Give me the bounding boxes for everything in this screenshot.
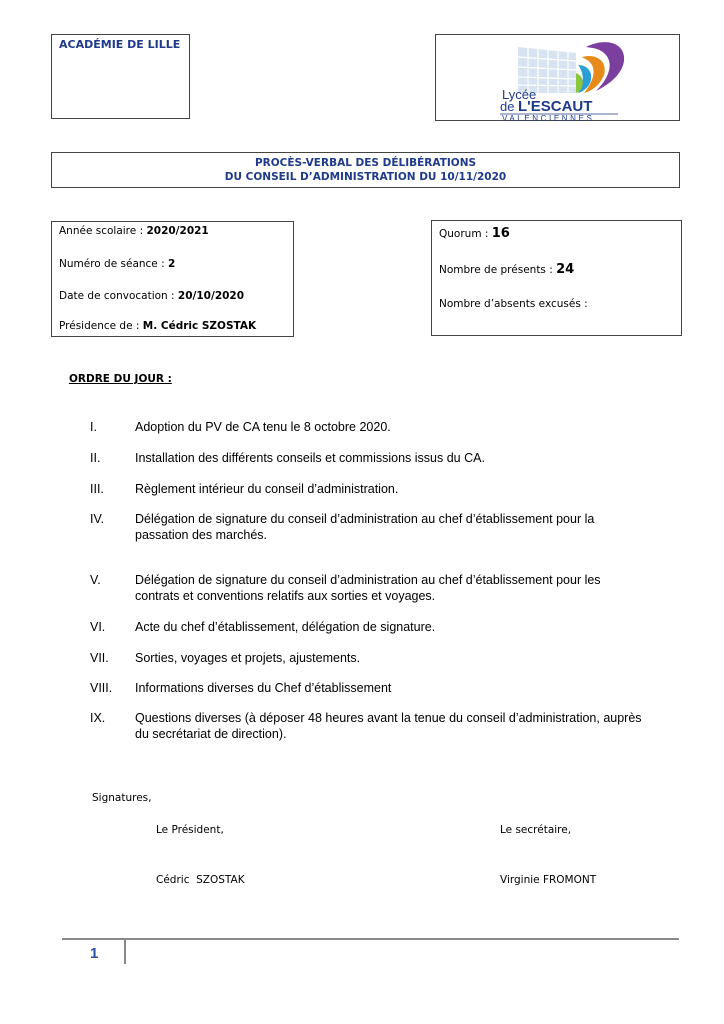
logo-city-text: VALENCIENNES xyxy=(502,114,595,122)
presidence-row xyxy=(59,320,256,332)
annee-label: Année scolaire : xyxy=(59,225,147,237)
logo-escaut-text: L'ESCAUT xyxy=(518,98,593,115)
agenda-item-text: Installation des différents conseils et commissions issus du CA. xyxy=(135,451,485,465)
agenda-item-number: I. xyxy=(90,420,97,434)
quorum-box xyxy=(431,220,682,336)
lycee-logo xyxy=(436,35,681,122)
absents-row xyxy=(439,298,588,310)
agenda-item-text: Sorties, voyages et projets, ajustements. xyxy=(135,651,361,665)
seance-label: Numéro de séance : xyxy=(59,258,168,270)
president-name: Cédric SZOSTAK xyxy=(156,874,245,886)
info-box xyxy=(51,221,294,337)
agenda-item-number: VI. xyxy=(90,620,106,634)
presents-label: Nombre de présents : xyxy=(439,264,557,276)
secretaire-name: Virginie FROMONT xyxy=(500,874,597,886)
agenda-item-text: Délégation de signature du conseil d’administration au chef d’établissement pour la passation des marchés. xyxy=(135,512,595,542)
ordre-du-jour-title: ORDRE DU JOUR : xyxy=(69,373,172,385)
presidence-value: M. Cédric SZOSTAK xyxy=(142,320,257,332)
footer-separator xyxy=(124,940,126,964)
presents-value: 24 xyxy=(556,262,575,277)
title-line-1: PROCÈS-VERBAL DES DÉLIBÉRATIONS xyxy=(254,157,477,169)
annee-row xyxy=(59,225,209,237)
logo-lycee-text: Lycée xyxy=(502,87,537,102)
agenda-item-number: IX. xyxy=(90,711,106,725)
title-line-2: DU CONSEIL D’ADMINISTRATION DU 10/11/2020 xyxy=(224,171,507,183)
academie-label: ACADÉMIE DE LILLE xyxy=(59,38,181,51)
agenda-item-text: Acte du chef d’établissement, délégation de signature. xyxy=(135,620,436,634)
logo-box xyxy=(435,34,680,121)
agenda-item-text: Questions diverses (à déposer 48 heures avant la tenue du conseil d’administration, auprès du secrétariat de direction). xyxy=(135,711,642,741)
convocation-value: 20/10/2020 xyxy=(177,290,245,302)
agenda-item-text: Informations diverses du Chef d’établissement xyxy=(135,681,392,695)
agenda-item-text: Règlement intérieur du conseil d’administration. xyxy=(135,482,399,496)
signatures-label: Signatures, xyxy=(92,792,152,804)
agenda-item-number: IV. xyxy=(90,512,105,526)
quorum-row xyxy=(439,226,510,241)
agenda-item-number: II. xyxy=(90,451,101,465)
logo-swoosh-icon xyxy=(576,42,624,93)
annee-value: 2020/2021 xyxy=(146,225,209,237)
logo-de-text: de xyxy=(500,99,515,114)
convocation-row xyxy=(59,290,244,302)
page-number: 1 xyxy=(90,945,99,962)
seance-row xyxy=(59,258,175,270)
president-role: Le Président, xyxy=(156,824,224,836)
agenda-item-number: VIII. xyxy=(90,681,113,695)
academie-box xyxy=(51,34,190,119)
absents-label: Nombre d’absents excusés : xyxy=(439,298,588,310)
seance-value: 2 xyxy=(167,258,176,270)
agenda-item-number: III. xyxy=(90,482,104,496)
quorum-label: Quorum : xyxy=(439,228,492,240)
presidence-label: Présidence de : xyxy=(59,320,143,332)
agenda-item-number: V. xyxy=(90,573,101,587)
convocation-label: Date de convocation : xyxy=(59,290,178,302)
agenda-item-text: Délégation de signature du conseil d’administration au chef d’établissement pour les contrats et conventions relatifs aux sorties et voyages. xyxy=(135,573,601,603)
agenda-item-number: VII. xyxy=(90,651,109,665)
footer-rule xyxy=(62,938,679,940)
title-box xyxy=(51,152,680,188)
secretaire-role: Le secrétaire, xyxy=(500,824,572,836)
agenda-item-text: Adoption du PV de CA tenu le 8 octobre 2020. xyxy=(135,420,391,434)
presents-row xyxy=(439,262,574,277)
quorum-value: 16 xyxy=(491,226,510,241)
